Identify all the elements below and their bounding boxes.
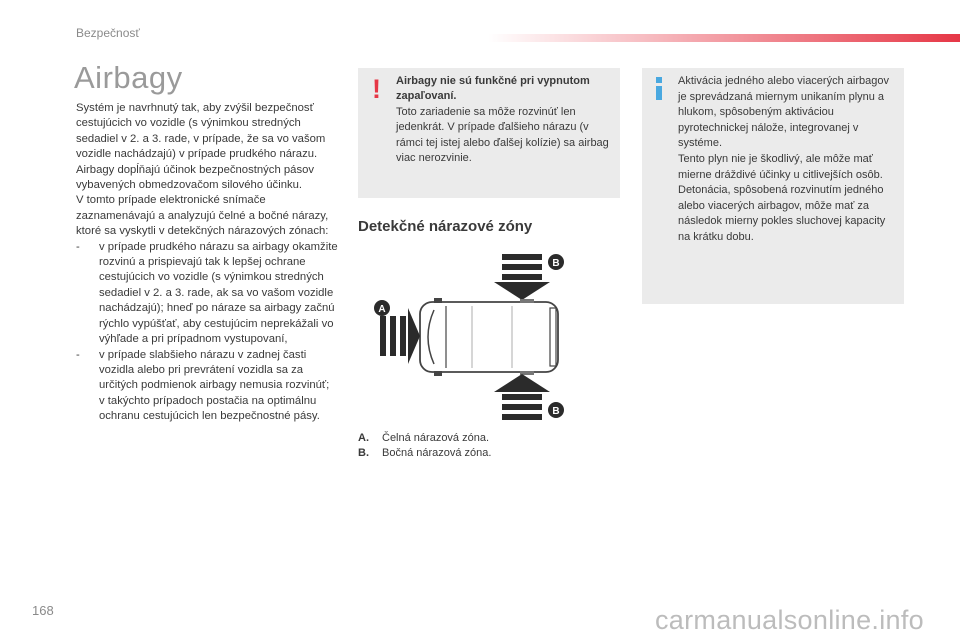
impact-zones-diagram bbox=[372, 250, 572, 424]
list-item-text: v prípade slabšieho nárazu v zadnej časti vozidla alebo pri prevrátení vozidla sa za určitých podmienok airbagy nemusia rozvinúť; v takýchto prípadoch postačia na optimálnu ochranu cestujúcich len bezpečnostné pásy. bbox=[99, 348, 330, 423]
info-box bbox=[642, 68, 904, 304]
front-impact-arrow bbox=[374, 300, 420, 364]
info-paragraph: Aktivácia jedného alebo viacerých airbagov je sprevádzaná miernym unikaním plynu a hlukom, spôsobeným aktiváciou pyrotechnickej náložе, integrovanej v systéme. bbox=[678, 75, 889, 150]
info-paragraph: Detonácia, spôsobená rozvinutím jedného alebo viacerých airbagov, môže mať za následok mierny pokles sluchovej kapacity na krátku dobu. bbox=[678, 184, 886, 243]
warning-body-text: Toto zariadenie sa môže rozvinúť len jedenkrát. V prípade ďalšieho nárazu (v rámci tej istej alebo ďalšej kolízie) sa airbag viac nerozvinie. bbox=[396, 105, 609, 165]
zone-a-label: A bbox=[378, 304, 386, 315]
info-text bbox=[678, 74, 900, 246]
header-rule bbox=[488, 34, 960, 42]
intro-paragraph-2: V tomto prípade elektronické snímače zaznamenávajú a analyzujú čelné a bočné nárazy, ktoré sa vyskytli v detekčných nárazových zónach: bbox=[76, 194, 329, 238]
side-impact-arrow-top bbox=[494, 254, 564, 300]
warning-bold-text: Airbagy nie sú funkčné pri vypnutom zapaľovaní. bbox=[396, 75, 590, 103]
intro-column bbox=[76, 101, 338, 425]
info-paragraph: Tento plyn nie je škodlivý, ale môže mať mierne dráždivé účinky u citlivejších osôb. bbox=[678, 152, 883, 181]
legend-item bbox=[358, 446, 620, 461]
list-item bbox=[76, 240, 338, 348]
zone-b-label-bottom: B bbox=[552, 406, 560, 417]
legend-text: Čelná nárazová zóna. bbox=[382, 432, 490, 444]
zone-b-label-top: B bbox=[552, 258, 560, 269]
page-number: 168 bbox=[32, 603, 54, 618]
diagram-legend bbox=[358, 431, 620, 462]
legend-text: Bočná nárazová zóna. bbox=[382, 447, 492, 460]
list-item bbox=[76, 348, 338, 425]
list-dash: - bbox=[76, 240, 80, 253]
info-icon bbox=[654, 77, 664, 100]
list-item-text: v prípade prudkého nárazu sa airbagy okamžite rozvinú a prispievajú tak k lepšej ochrane cestujúcich vo vozidle (s výnimkou stredných sedadiel v 2. a 3. rade, ak sa vo vašom vozidle nachádzajú); hneď po náraze sa airbagy začnú rýchlo vypúšťať, aby cestujúcim neprekážali vo výhľade a pri prípadnom vystupovaní, bbox=[99, 240, 338, 346]
watermark: carmanualsonline.info bbox=[655, 605, 924, 635]
list-dash: - bbox=[76, 348, 80, 361]
intro-paragraph: Systém je navrhnutý tak, aby zvýšil bezpečnosť cestujúcich vo vozidle (s výnimkou stredných sedadiel v 2. a 3. rade, v prípade, že sa vo vašom vozidle nachádzajú) v prípade prudkého nárazu. Airbagy dopĺňajú účinok bezpečnostných pásov vybavených obmedzovačom silového účinku. bbox=[76, 102, 326, 192]
legend-item bbox=[358, 431, 620, 446]
legend-key: B. bbox=[358, 447, 369, 460]
page-title: Airbagy bbox=[74, 60, 183, 95]
warning-text bbox=[396, 74, 614, 166]
section-label: Bezpečnosť bbox=[76, 26, 140, 40]
van-top-view bbox=[420, 298, 558, 376]
warning-box bbox=[358, 68, 620, 198]
warning-exclamation-icon: ! bbox=[372, 74, 381, 104]
side-impact-arrow-bottom bbox=[494, 374, 564, 420]
detection-zones-title: Detekčné nárazové zóny bbox=[358, 218, 533, 235]
legend-key: A. bbox=[358, 432, 369, 444]
